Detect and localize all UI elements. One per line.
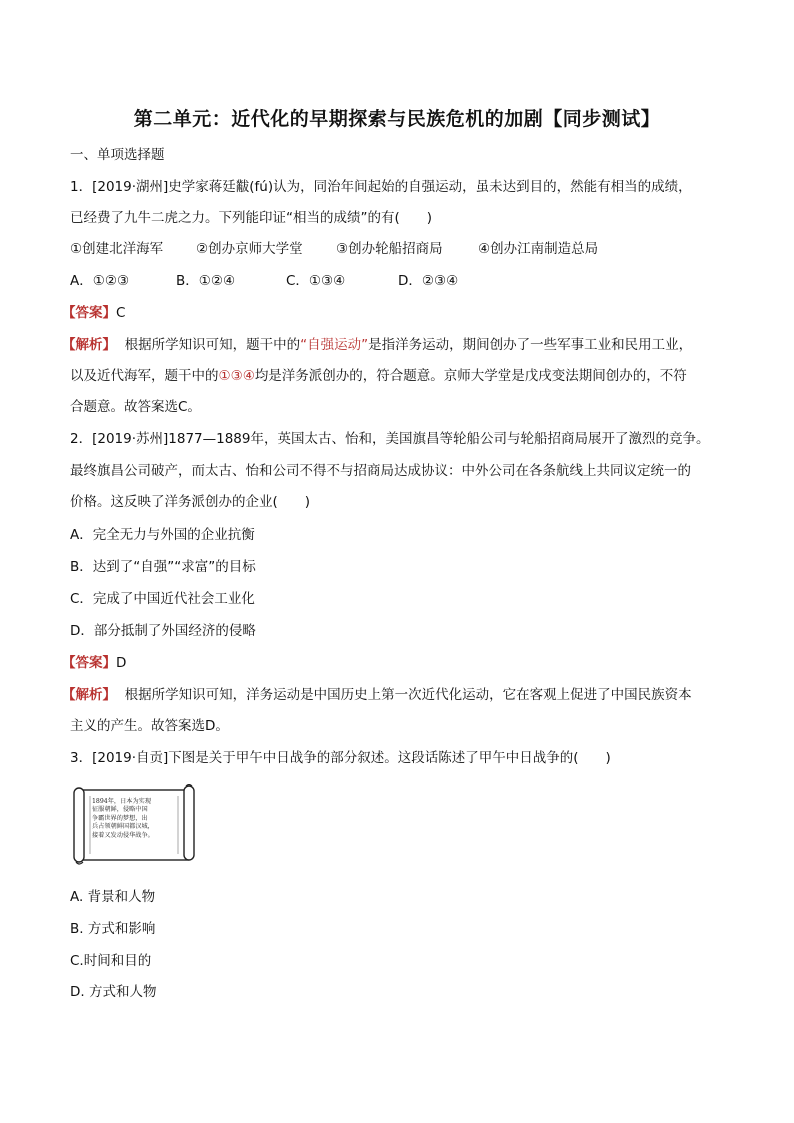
answer-value: D — [116, 655, 127, 671]
q1-option-d: D．②③④ — [398, 273, 459, 289]
q1-answer — [62, 304, 125, 322]
q3-option-d: D. 方式和人物 — [70, 984, 157, 1000]
q1-stem-line2: 已经费了九牛二虎之力。下列能印证“相当的成绩”的有( ) — [70, 210, 433, 226]
scroll-illustration — [72, 784, 196, 866]
q3-option-a: A. 背景和人物 — [70, 889, 156, 905]
q3-option-c: C.时间和目的 — [70, 953, 152, 969]
analysis-label: 【解析】 — [62, 337, 116, 353]
analysis-label: 【解析】 — [62, 687, 116, 703]
q2-option-b: B．达到了“自强”“求富”的目标 — [70, 559, 256, 575]
q1-item: ④创办江南制造总局 — [478, 241, 599, 257]
q1-item: ③创办轮船招商局 — [336, 241, 443, 257]
q1-option-a: A．①②③ — [70, 273, 130, 289]
q1-items — [70, 240, 598, 258]
q3-stem-line1: 3．[2019·自贡]下图是关于甲午中日战争的部分叙述。这段话陈述了甲午中日战争的( ) — [70, 750, 611, 766]
q1-analysis-line1 — [62, 336, 692, 354]
q1-item: ②创办京师大学堂 — [196, 241, 303, 257]
q1-analysis-line3: 合题意。故答案选C。 — [70, 399, 201, 415]
q2-answer — [62, 654, 126, 672]
q1-analysis-line2 — [70, 367, 687, 385]
analysis-highlight: “自强运动” — [300, 337, 369, 353]
analysis-text: 均是洋务派创办的，符合题意。京师大学堂是戊戌变法期间创办的，不符 — [254, 368, 687, 384]
scroll-text-line: 接着又发动侵华战争。 — [92, 831, 154, 839]
q2-option-d: D．部分抵制了外国经济的侵略 — [70, 623, 256, 639]
section-heading: 一、单项选择题 — [70, 147, 165, 163]
q1-stem-line1: 1．[2019·湖州]史学家蒋廷黻(fú)认为，同治年间起始的自强运动，虽未达到目的，然能有相当的成绩， — [70, 179, 692, 195]
scroll-text-line: 兵占领朝鲜国都汉城， — [92, 823, 154, 831]
scroll-text-line: 1894年，日本为实现 — [92, 798, 152, 805]
answer-label: 【答案】 — [62, 655, 116, 671]
scroll-text — [92, 798, 154, 840]
q2-option-a: A．完全无力与外国的企业抗衡 — [70, 527, 255, 543]
q2-stem-line3: 价格。这反映了洋务派创办的企业( ) — [70, 494, 311, 510]
q3-option-b: B. 方式和影响 — [70, 921, 156, 937]
q1-option-c: C．①③④ — [286, 273, 346, 289]
page-title: 第二单元：近代化的早期探索与民族危机的加剧【同步测试】 — [133, 108, 661, 130]
scroll-text-line: 争霸世界的梦想，出 — [92, 814, 148, 822]
q2-stem-line1: 2．[2019·苏州]1877—1889年，英国太古、怡和，美国旗昌等轮船公司与轮船招商局展开了激烈的竞争。 — [70, 431, 710, 447]
q2-analysis-line2: 主义的产生。故答案选D。 — [70, 718, 229, 734]
q2-stem-line2: 最终旗昌公司破产，而太古、怡和公司不得不与招商局达成协议：中外公司在各条航线上共同议定统一的 — [70, 463, 691, 479]
analysis-text: 根据所学知识可知，洋务运动是中国历史上第一次近代化运动，它在客观上促进了中国民族资本 — [124, 687, 692, 703]
analysis-text: 是指洋务运动，期间创办了一些军事工业和民用工业， — [368, 337, 693, 353]
q2-analysis-line1 — [62, 686, 692, 704]
analysis-text: 以及近代海军，题干中的 — [70, 368, 219, 384]
answer-label: 【答案】 — [62, 305, 116, 321]
analysis-highlight: ①③④ — [218, 368, 255, 384]
q1-item: ①创建北洋海军 — [70, 241, 164, 257]
q2-option-c: C．完成了中国近代社会工业化 — [70, 591, 255, 607]
q1-option-b: B．①②④ — [176, 273, 236, 289]
scroll-text-line: 征服朝鲜，侵略中国 — [92, 806, 148, 814]
q1-options — [70, 272, 458, 290]
analysis-text: 根据所学知识可知，题干中的 — [124, 337, 301, 353]
answer-value: C — [116, 305, 126, 321]
